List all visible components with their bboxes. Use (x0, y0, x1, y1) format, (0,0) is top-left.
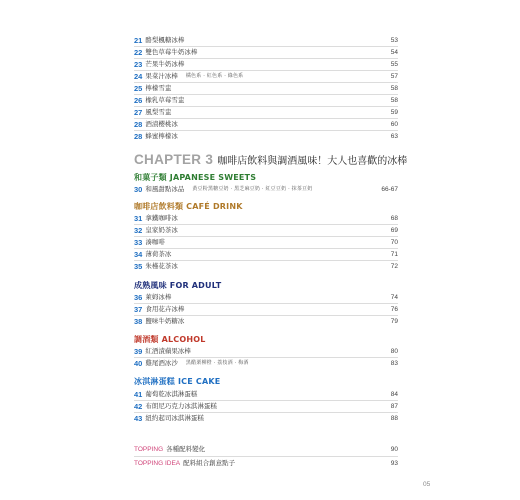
entry-title: 薄荷茶冰 (145, 250, 172, 258)
page-number: 05 (423, 481, 431, 488)
entry-page: 68 (390, 215, 398, 222)
entry-title: 食用花卉冰棒 (145, 305, 185, 313)
entry-title: 雙色草莓牛奶冰棒 (145, 48, 198, 56)
entry-title: 橡乳草莓雪盅 (145, 96, 185, 104)
toc-entry[interactable] (134, 59, 398, 70)
entry-variants: 黑醋栗柳橙 · 荔枝酒 · 梅酒 (185, 360, 249, 366)
toc-entry[interactable] (134, 316, 398, 327)
entry-title: 蜂蜜檸檬冰 (145, 132, 178, 140)
entry-number: 35 (134, 262, 143, 271)
entry-number: 38 (134, 317, 143, 326)
entry-title: 拿鐵咖啡冰 (145, 214, 178, 222)
entry-title: 各種配料變化 (166, 445, 206, 453)
entry-number: 40 (134, 359, 143, 368)
toc-entry[interactable] (134, 71, 398, 82)
entry-number: 28 (134, 132, 143, 141)
section-heading-cafe: 咖啡店飲料類 CAFÉ DRINK (134, 202, 243, 211)
entry-number: 41 (134, 390, 143, 399)
toc-entry[interactable] (134, 95, 398, 106)
section-heading-adult: 成熟風味 FOR ADULT (134, 281, 222, 290)
entry-title: 紐約起司冰淇淋蛋糕 (145, 414, 204, 422)
toc-entry[interactable] (134, 261, 398, 272)
entry-title: 果菜汁冰棒 (145, 72, 178, 80)
entry-title: 湊咖啡 (145, 238, 165, 246)
toc-entry[interactable] (134, 119, 398, 130)
entry-page: 70 (390, 239, 398, 246)
toc-entry[interactable] (134, 346, 398, 357)
toc-entry[interactable] (134, 35, 398, 46)
entry-page: 60 (390, 121, 398, 128)
entry-title: 萊姆冰棒 (145, 293, 172, 301)
toc-entry[interactable] (134, 107, 398, 118)
entry-title: 和風甜點冰品 (145, 185, 185, 193)
toc-entry[interactable] (134, 292, 398, 303)
entry-number: 42 (134, 402, 143, 411)
entry-page: 84 (390, 391, 398, 398)
toc-entry[interactable] (134, 131, 398, 142)
toc-entry[interactable] (134, 413, 398, 424)
entry-number: 39 (134, 347, 143, 356)
entry-page: 66-67 (381, 186, 398, 193)
chapter-title: 咖啡店飲料與調酒風味！大人也喜歡的冰棒 (217, 156, 408, 167)
entry-page: 87 (390, 403, 398, 410)
entry-page: 59 (390, 109, 398, 116)
section-heading-japanese: 和菓子類 JAPANESE SWEETS (134, 173, 257, 182)
entry-title: 布朗尼巧克力冰淇淋蛋糕 (145, 402, 217, 410)
entry-number: 21 (134, 36, 143, 45)
entry-variants: 橘色系 · 紅色系 · 綠色系 (185, 73, 244, 79)
entry-number: 28 (134, 120, 143, 129)
entry-number: 31 (134, 214, 143, 223)
entry-title: 皇家奶茶冰 (145, 226, 178, 234)
entry-number: 30 (134, 185, 143, 194)
divider (134, 456, 398, 457)
entry-page: 69 (390, 227, 398, 234)
toc-entry-topping[interactable] (134, 458, 398, 469)
entry-page: 76 (390, 306, 398, 313)
entry-title: 配料組合創意點子 (183, 459, 236, 467)
section-heading-icecake: 冰淇淋蛋糕 ICE CAKE (134, 377, 221, 386)
entry-page: 53 (390, 37, 398, 44)
entry-number: 27 (134, 108, 143, 117)
entry-title: 酪梨楓糖冰棒 (145, 36, 185, 44)
entry-page: 63 (390, 133, 398, 140)
toc-entry[interactable] (134, 184, 398, 195)
entry-number: 36 (134, 293, 143, 302)
toc-entry[interactable] (134, 213, 398, 224)
entry-page: 57 (390, 73, 398, 80)
entry-title: 酒漬櫻桃冰 (145, 120, 178, 128)
entry-title: 風梨雪盅 (145, 108, 172, 116)
entry-page: 55 (390, 61, 398, 68)
topping-label: TOPPING IDEA (134, 460, 181, 467)
entry-number: 37 (134, 305, 143, 314)
toc-entry[interactable] (134, 237, 398, 248)
entry-page: 88 (390, 415, 398, 422)
entry-number: 26 (134, 96, 143, 105)
entry-page: 71 (390, 251, 398, 258)
entry-title: 雞尾酒冰沙 (145, 359, 178, 367)
toc-entry-topping[interactable] (134, 444, 398, 455)
entry-page: 83 (390, 360, 398, 367)
entry-page: 58 (390, 85, 398, 92)
chapter-label: CHAPTER 3 (134, 152, 214, 167)
entry-title: 檸檬雪盅 (145, 84, 172, 92)
entry-number: 34 (134, 250, 143, 259)
toc-entry[interactable] (134, 389, 398, 400)
entry-number: 32 (134, 226, 143, 235)
entry-title: 葡萄乾冰淇淋蛋糕 (145, 390, 198, 398)
topping-label: TOPPING (134, 446, 164, 453)
entry-page: 72 (390, 263, 398, 270)
entry-number: 33 (134, 238, 143, 247)
entry-variants: 黃豆粉黑糖豆奶 · 黑芝麻豆奶 · 紅豆豆奶 · 抹茶豆奶 (192, 186, 313, 192)
entry-number: 25 (134, 84, 143, 93)
entry-page: 74 (390, 294, 398, 301)
toc-entry[interactable] (134, 358, 398, 369)
toc-entry[interactable] (134, 47, 398, 58)
entry-title: 紅酒漬蘋果冰棒 (145, 347, 191, 355)
entry-page: 90 (390, 446, 398, 453)
entry-number: 22 (134, 48, 143, 57)
entry-page: 54 (390, 49, 398, 56)
entry-title: 芒果牛奶冰棒 (145, 60, 185, 68)
entry-page: 58 (390, 97, 398, 104)
toc-entry[interactable] (134, 83, 398, 94)
entry-number: 23 (134, 60, 143, 69)
toc-entry[interactable] (134, 304, 398, 315)
section-heading-alcohol: 調酒類 ALCOHOL (134, 335, 206, 344)
entry-number: 24 (134, 72, 143, 81)
toc-entry[interactable] (134, 249, 398, 260)
entry-page: 80 (390, 348, 398, 355)
toc-entry[interactable] (134, 401, 398, 412)
entry-page: 79 (390, 318, 398, 325)
chapter-heading (134, 152, 407, 168)
toc-entry[interactable] (134, 225, 398, 236)
entry-title: 鹽味牛奶糖冰 (145, 317, 185, 325)
entry-page: 93 (390, 460, 398, 467)
entry-title: 朱槿花茶冰 (145, 262, 178, 270)
entry-number: 43 (134, 414, 143, 423)
